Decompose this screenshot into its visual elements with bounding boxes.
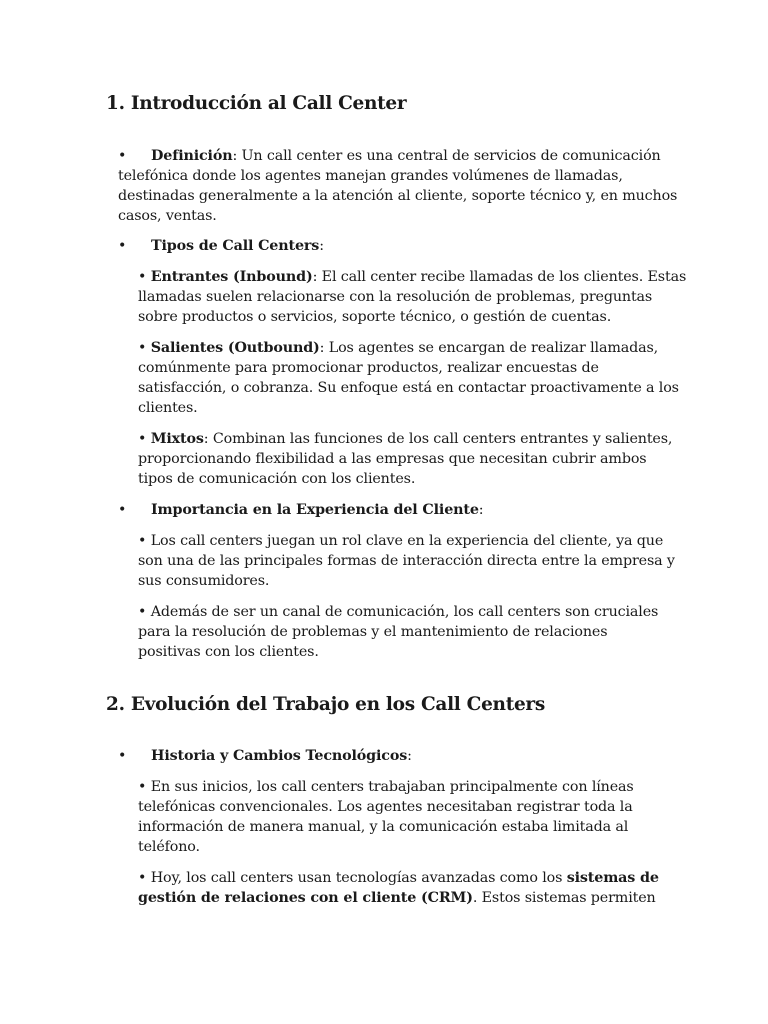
text-line: información de manera manual, y la comunicación estaba limitada al (138, 819, 629, 835)
sub-item-inicios (138, 777, 678, 857)
bullet: • (138, 340, 147, 356)
bullet: • (138, 604, 147, 620)
list-item-historia (118, 746, 678, 766)
text-line: teléfono. (138, 839, 200, 855)
sub-item-mixtos (138, 429, 678, 489)
text-line: satisfacción, o cobranza. Su enfoque está en contactar proactivamente a los (138, 380, 679, 396)
text-line: gestión de relaciones con el cliente (CRM). Estos sistemas permiten (138, 890, 656, 906)
sub-item-hoy (138, 868, 678, 908)
text-line: destinadas generalmente a la atención al cliente, soporte técnico y, en muchos (118, 188, 678, 204)
text-line: proporcionando flexibilidad a las empresas que necesitan cubrir ambos (138, 451, 647, 467)
text-line: • Tipos de Call Centers: (118, 238, 324, 254)
text-line: • Mixtos: Combinan las funciones de los call centers entrantes y salientes, (138, 431, 673, 447)
bullet: • (138, 431, 147, 447)
bullet: • (118, 238, 127, 254)
text-line: • Los call centers juegan un rol clave en la experiencia del cliente, ya que (138, 533, 664, 549)
text-line: clientes. (138, 400, 198, 416)
text-line: • Salientes (Outbound): Los agentes se encargan de realizar llamadas, (138, 340, 659, 356)
text-line: • Importancia en la Experiencia del Cliente: (118, 502, 484, 518)
sub-item-salientes (138, 338, 678, 418)
sub-item-rol-clave (138, 531, 678, 591)
text-line: • Definición: Un call center es una central de servicios de comunicación (118, 148, 661, 164)
bullet: • (138, 533, 147, 549)
bullet: • (118, 748, 127, 764)
text-line: • Hoy, los call centers usan tecnologías avanzadas como los sistemas de (138, 870, 659, 886)
section-heading-1: 1. Introducción al Call Center (106, 93, 407, 114)
bullet: • (138, 870, 147, 886)
bullet: • (118, 502, 127, 518)
text-line: tipos de comunicación con los clientes. (138, 471, 416, 487)
list-item-definicion (118, 146, 678, 226)
bullet: • (138, 269, 147, 285)
text-line: comúnmente para promocionar productos, realizar encuestas de (138, 360, 599, 376)
text-line: • En sus inicios, los call centers trabajaban principalmente con líneas (138, 779, 634, 795)
text-line: • Entrantes (Inbound): El call center recibe llamadas de los clientes. Estas (138, 269, 687, 285)
list-item-importancia (118, 500, 678, 520)
text-line: sobre productos o servicios, soporte técnico, o gestión de cuentas. (138, 309, 612, 325)
text-line: • Historia y Cambios Tecnológicos: (118, 748, 412, 764)
text-line: telefónicas convencionales. Los agentes necesitaban registrar toda la (138, 799, 633, 815)
bullet: • (118, 148, 127, 164)
bullet: • (138, 779, 147, 795)
list-item-tipos (118, 236, 678, 256)
text-line: llamadas suelen relacionarse con la resolución de problemas, preguntas (138, 289, 653, 305)
sub-item-canal (138, 602, 678, 662)
text-line: para la resolución de problemas y el mantenimiento de relaciones (138, 624, 608, 640)
text-line: casos, ventas. (118, 208, 217, 224)
text-line: sus consumidores. (138, 573, 270, 589)
text-line: positivas con los clientes. (138, 644, 319, 660)
text-line: son una de las principales formas de interacción directa entre la empresa y (138, 553, 675, 569)
section-heading-2: 2. Evolución del Trabajo en los Call Centers (106, 694, 545, 715)
text-line: • Además de ser un canal de comunicación, los call centers son cruciales (138, 604, 659, 620)
text-line: telefónica donde los agentes manejan grandes volúmenes de llamadas, (118, 168, 623, 184)
sub-item-entrantes (138, 267, 687, 327)
